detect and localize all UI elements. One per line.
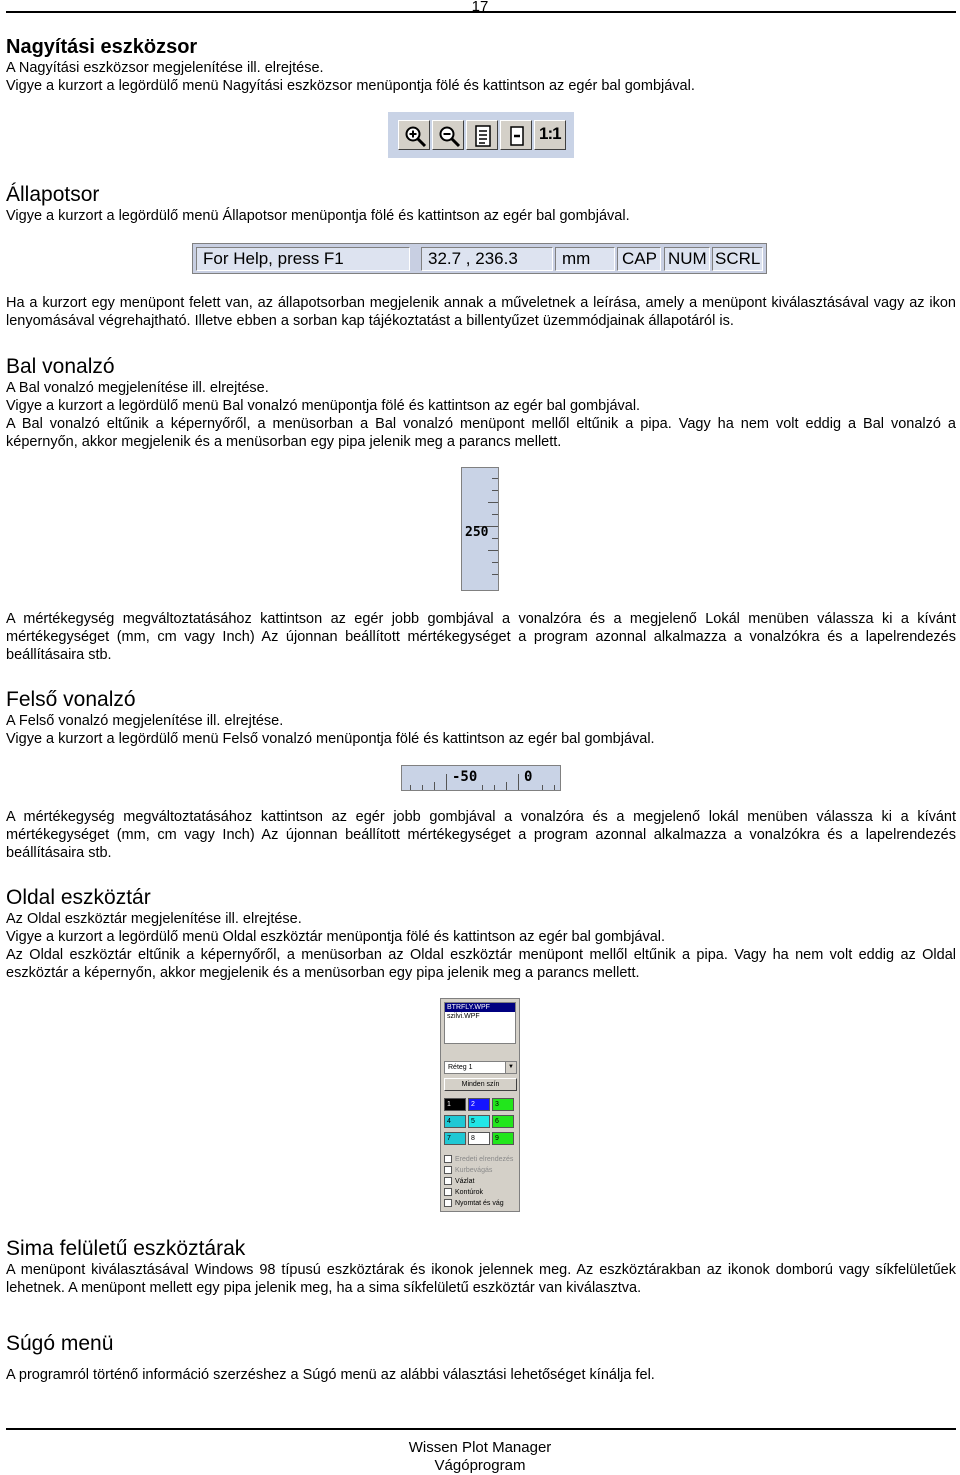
checkbox-label: Eredeti elrendezés [455, 1156, 514, 1163]
footer-rule [6, 1428, 956, 1430]
text-line: A Bal vonalzó megjelenítése ill. elrejtése. [6, 380, 269, 396]
status-coords: 32.7 , 236.3 [421, 247, 553, 271]
status-description [6, 294, 956, 330]
checkbox-label: Kontúrok [455, 1189, 484, 1196]
paragraph: A Bal vonalzó eltűnik a képernyőről, a menüsorban a Bal vonalzó menüpont mellől eltűnik a pipa. Vagy ha nem volt eddig a Bal vonalzó a képernyőn, akkor megjelenik és a menüsorban egy pipa jelenik meg a parancs mellett. [6, 416, 956, 450]
checkbox-icon [444, 1199, 452, 1207]
color-swatch-6: 6 [492, 1115, 514, 1128]
color-swatch-8: 8 [468, 1132, 490, 1145]
text-line: Vigye a kurzort a legördülő menü Bal vonalzó menüpontja fölé és kattintson az egér bal gombjával. [6, 398, 641, 414]
left-ruler-units [6, 610, 956, 664]
all-colors-button: Minden szín [444, 1078, 517, 1091]
option-checkbox [444, 1166, 492, 1175]
color-swatch-7: 7 [444, 1132, 466, 1145]
top-ruler-units [6, 808, 956, 862]
ruler-tick [542, 785, 543, 790]
checkbox-label: Nyomtat és vág [455, 1200, 504, 1207]
page-number: 17 [471, 0, 489, 15]
checkbox-label: Vázlat [455, 1178, 475, 1185]
status-unit: mm [555, 247, 615, 271]
left-ruler-section [6, 355, 956, 451]
checkbox-icon [444, 1177, 452, 1185]
help-menu-section [6, 1332, 956, 1384]
section-title: Súgó menü [6, 1332, 114, 1355]
file-list [444, 1002, 516, 1044]
section-title: Állapotsor [6, 183, 100, 206]
paragraph: Ha a kurzort egy menüpont felett van, az állapotsorban megjelenik annak a műveletnek a leírása, amely a menüpont kiválasztásával vagy az ikon lenyomásával végrehajtható. Illetve ebben a sorban kap tájékoztatást a billentyűzet üzemmódjainak állapotáról is. [6, 295, 956, 329]
top-ruler-image [401, 765, 561, 791]
ruler-tick [492, 574, 498, 575]
text-line: A Nagyítási eszközsor megjelenítése ill. elrejtése. [6, 60, 324, 76]
text-line: Vigye a kurzort a legördülő menü Nagyítási eszközsor menüpontja fölé és kattintson az egér bal gombjával. [6, 78, 695, 94]
color-swatch-1: 1 [444, 1098, 466, 1111]
ruler-tick [492, 514, 498, 515]
ruler-tick [518, 774, 519, 790]
zoom-out-icon [432, 120, 464, 150]
ruler-label-zero: 0 [524, 769, 533, 785]
color-swatch-3: 3 [492, 1098, 514, 1111]
ruler-tick [410, 785, 411, 790]
ruler-tick [488, 502, 498, 503]
paragraph: A mértékegység megváltoztatásához kattintson az egér jobb gombjával a vonalzóra és a megjelenő lokál menüben válassza ki a kívánt mértékegységet (mm, cm vagy Inch) Az újonnan beállított mértékegységet a program azonnal alkalmazza a vonalzókra és a lapelrendezés beállításaira stb. [6, 809, 956, 861]
text-line: A Felső vonalzó megjelenítése ill. elrejtése. [6, 713, 284, 729]
text-line: Vigye a kurzort a legördülő menü Állapotsor menüpontja fölé és kattintson az egér bal gombjával. [6, 208, 630, 224]
section-title: Felső vonalzó [6, 688, 136, 711]
zoom-in-icon [398, 120, 430, 150]
ruler-tick [492, 562, 498, 563]
ruler-tick [492, 478, 498, 479]
section-title: Bal vonalzó [6, 355, 115, 378]
option-checkbox [444, 1155, 513, 1164]
section-title: Oldal eszköztár [6, 886, 151, 909]
left-ruler-image [461, 467, 499, 591]
one-to-one-icon [534, 120, 566, 150]
section-title: Sima felületű eszköztárak [6, 1237, 246, 1260]
option-checkbox [444, 1177, 474, 1186]
status-cap: CAP [617, 247, 661, 271]
color-swatch-9: 9 [492, 1132, 514, 1145]
status-scrl: SCRL [712, 247, 763, 271]
one-to-one-label: 1:1 [539, 124, 561, 143]
file-list-item: BTRFLY.WPF [445, 1003, 515, 1012]
footer-line: Vágóprogram [434, 1457, 526, 1474]
color-swatch-2: 2 [468, 1098, 490, 1111]
footer-line: Wissen Plot Manager [408, 1439, 552, 1456]
ruler-tick [492, 538, 498, 539]
minus-icon [500, 120, 532, 150]
side-toolbar-image [440, 998, 520, 1212]
checkbox-icon [444, 1155, 452, 1163]
side-toolbar-section [6, 886, 956, 982]
paragraph: A programról történő információ szerzéshez a Súgó menü az alábbi választási lehetőséget kínálja fel. [6, 1367, 655, 1383]
option-checkbox [444, 1199, 504, 1208]
status-bar-section [6, 183, 956, 225]
color-swatch-5: 5 [468, 1115, 490, 1128]
checkbox-icon [444, 1188, 452, 1196]
ruler-tick [482, 785, 483, 790]
ruler-tick [422, 785, 423, 790]
ruler-tick [488, 550, 498, 551]
checkbox-icon [444, 1166, 452, 1174]
chevron-down-icon: ▼ [505, 1062, 516, 1073]
paragraph: A menüpont kiválasztásával Windows 98 típusú eszköztárak és ikonok jelennek meg. Az eszköztárakban az ikonok domború vagy síkfelületűek lehetnek. A menüpont mellett egy pipa jelenik meg, ha a sima síkfelületű eszköztár van kiválasztva. [6, 1262, 956, 1296]
ruler-tick [494, 785, 495, 790]
ruler-label: 250 [465, 525, 489, 540]
ruler-tick [506, 782, 507, 790]
checkbox-label: Kurbevágás [455, 1167, 493, 1174]
color-swatch-4: 4 [444, 1115, 466, 1128]
paragraph: A mértékegység megváltoztatásához kattintson az egér jobb gombjával a vonalzóra és a megjelenő Lokál menüben válassza ki a kívánt mértékegységet (mm, cm vagy Inch) Az újonnan beállított mértékegységet a program azonnal alkalmazza a vonalzókra és a lapelrendezés beállításaira stb. [6, 611, 956, 663]
zoom-toolbar-section [6, 35, 956, 95]
header-rule [6, 11, 956, 13]
text-line: Vigye a kurzort a legördülő menü Felső vonalzó menüpontja fölé és kattintson az egér bal gombjával. [6, 731, 655, 747]
file-list-item: szilvi.WPF [447, 1013, 480, 1020]
ruler-tick [446, 774, 447, 790]
ruler-tick [434, 782, 435, 790]
ruler-tick [554, 785, 555, 790]
option-checkbox [444, 1188, 483, 1197]
top-ruler-section [6, 688, 956, 748]
flat-toolbars-section [6, 1237, 956, 1297]
ruler-label-negative: -50 [452, 769, 478, 785]
zoom-toolbar-image [388, 112, 574, 158]
status-num: NUM [664, 247, 710, 271]
text-line: Az Oldal eszköztár megjelenítése ill. elrejtése. [6, 911, 302, 927]
status-help-text: For Help, press F1 [196, 247, 410, 271]
paragraph: Az Oldal eszköztár eltűnik a képernyőről, a menüsorban az Oldal eszköztár menüpont mellől eltűnik a pipa. Vagy ha nem volt eddig az Oldal eszköztár a képernyőn, akkor megjelenik és a menüsorban egy pipa jelenik meg a parancs mellett. [6, 947, 956, 981]
layer-select-value: Réteg 1 [448, 1064, 473, 1071]
ruler-tick [492, 490, 498, 491]
section-title: Nagyítási eszközsor [6, 36, 198, 58]
status-bar-image [192, 243, 767, 274]
layer-select [444, 1061, 517, 1074]
page-icon [466, 120, 498, 150]
text-line: Vigye a kurzort a legördülő menü Oldal eszköztár menüpontja fölé és kattintson az egér bal gombjával. [6, 929, 666, 945]
